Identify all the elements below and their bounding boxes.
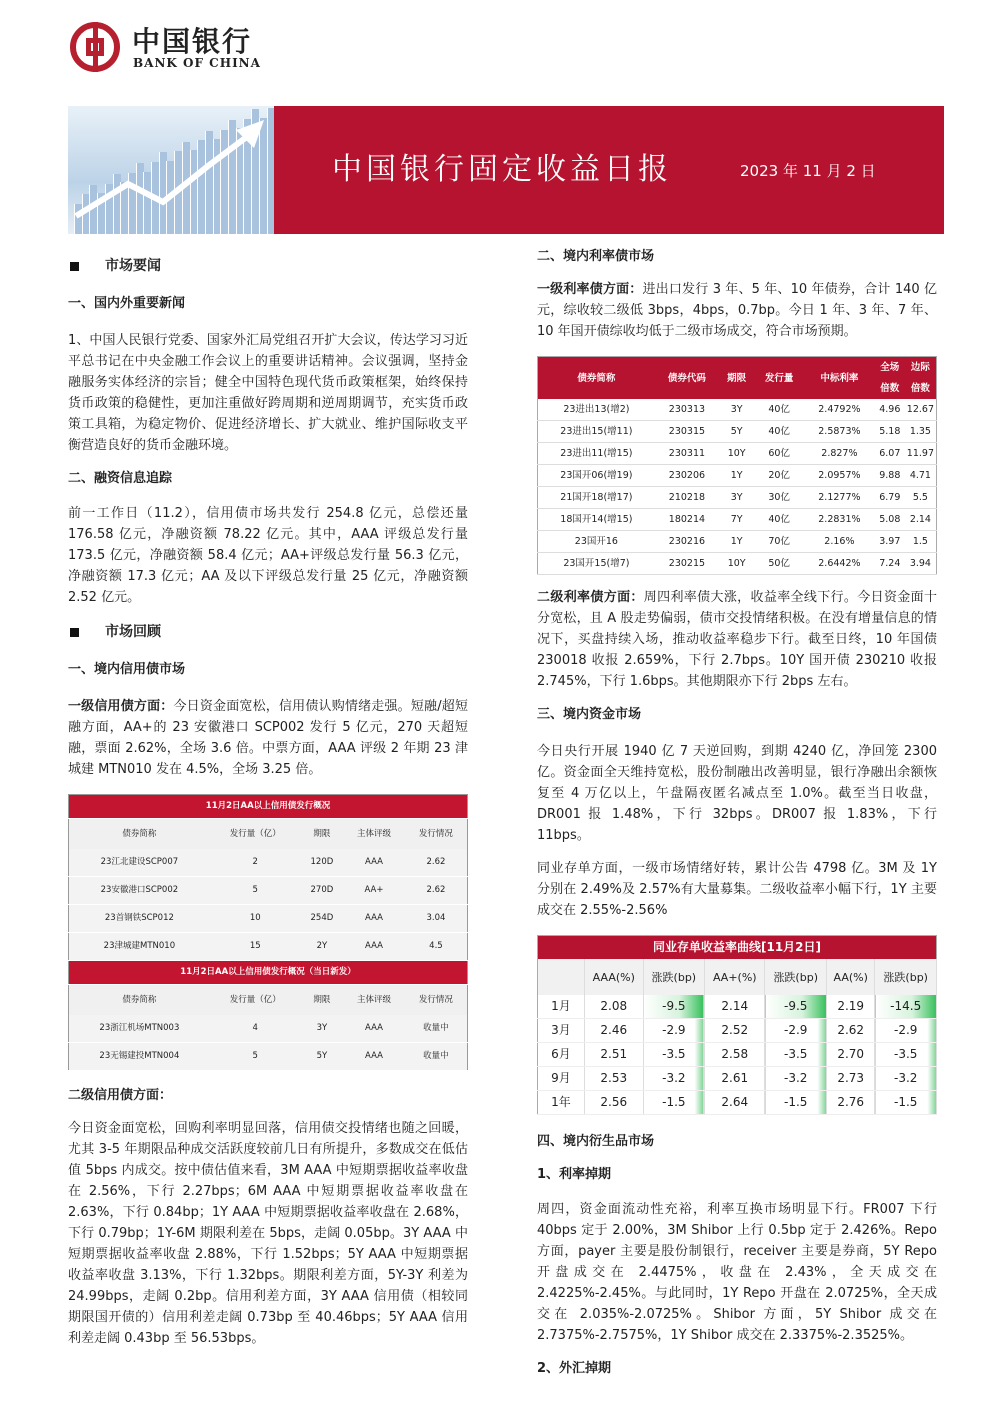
table-cell: 2.58	[705, 1043, 765, 1067]
paragraph-financing: 前一工作日（11.2），信用债市场共发行 254.8 亿元，总偿还量 176.58 亿元，净融资额 78.22 亿元。其中，AAA 评级总发行量 173.5 亿元，净融资额 58.4 亿元；AA+评级总发行量 56.3 亿元，净融资额 17.3 亿元；AA 及以下评级总发行量 25 亿元，净融资额 2.52 亿元。	[68, 506, 468, 605]
table-cell: 6月	[538, 1043, 585, 1067]
table-cell: 2.0957%	[804, 465, 875, 487]
table-cell: 3月	[538, 1019, 585, 1043]
rate-table-row	[538, 399, 937, 421]
table-cell: 30亿	[754, 487, 804, 509]
table-cell: 230216	[655, 531, 719, 553]
table-cell: -3.5	[875, 1043, 937, 1067]
table-cell: 2.62	[827, 1019, 875, 1043]
report-title: 中国银行固定收益日报	[332, 152, 672, 187]
table-cell: 15	[210, 933, 301, 961]
table-cell: 10Y	[719, 553, 754, 575]
table-cell: 11.97	[905, 443, 937, 465]
table-cell: -2.9	[765, 1019, 827, 1043]
table-cell: 6.07	[875, 443, 905, 465]
table-cell: 2.08	[585, 995, 644, 1019]
heading-fx-swap: 2、外汇掉期	[537, 1361, 612, 1376]
table-cell: 210218	[655, 487, 719, 509]
credit-table-header: 债券简称 发行量（亿） 期限 主体评级 发行情况	[69, 819, 468, 850]
square-bullet-icon	[70, 628, 79, 637]
table-cell: 230313	[655, 399, 719, 421]
table-cell: 2Y	[301, 933, 343, 961]
table-cell: -3.2	[765, 1067, 827, 1091]
table-cell: 6.79	[875, 487, 905, 509]
credit-table-title: 11月2日AA以上信用债发行概况	[69, 795, 468, 819]
table-cell: 9.88	[875, 465, 905, 487]
table-cell: 2.70	[827, 1043, 875, 1067]
table-cell: AAA	[343, 905, 405, 933]
table-cell: 23无锡建投MTN004	[69, 1043, 210, 1071]
heading-domestic-news: 一、国内外重要新闻	[68, 296, 186, 311]
paragraph-secondary-credit: 今日资金面宽松，回购利率明显回落，信用债交投情绪也随之回暖，尤其 3-5 年期限品种成交活跃度较前几日有所提升，多数成交在低估值 5bps 内成交。按中债估值来看，3M AAA 中短期票据收益率收盘在 2.56%，下行 2.27bps；6M AAA 中短期票据收益率收盘在 2.63%，下行 0.84bp；1Y AAA 中短期票据收益率收盘在 2.68%，下行 0.79bp；1Y-6M 期限利差在 5bps，走阔 0.05bp。3Y AAA 中短期票据收益率收盘 2.88%，下行 1.52bps；5Y AAA 中短期票据收益率收盘 3.13%，下行 1.32bps。期限利差方面，5Y-3Y 利差为 24.99bps，走阔 0.2bp。信用利差方面，3Y AAA 信用债（相较同期限国开债的）信用利差走阔 0.73bp 至 40.46bps；5Y AAA 信用利差走阔 0.43bp 至 56.53bps。	[68, 1121, 468, 1346]
rate-table-row	[538, 443, 937, 465]
credit-table-row	[69, 905, 468, 933]
table-cell: 12.67	[905, 399, 937, 421]
table-cell: 230206	[655, 465, 719, 487]
table-cell: 4.5	[405, 933, 468, 961]
table-cell: -3.5	[643, 1043, 705, 1067]
table-cell: 2.53	[585, 1067, 644, 1091]
table-cell: 23首钢铁SCP012	[69, 905, 210, 933]
table-cell: 2.46	[585, 1019, 644, 1043]
table-cell: 23浙江机场MTN003	[69, 1015, 210, 1043]
rate-table-row	[538, 531, 937, 553]
table-cell: 10	[210, 905, 301, 933]
table-cell: AAA	[343, 849, 405, 877]
ncd-yield-curve-table	[537, 935, 937, 1115]
table-cell: 120D	[301, 849, 343, 877]
credit-table-row	[69, 933, 468, 961]
table-cell: 2.6442%	[804, 553, 875, 575]
table-cell: 1.5	[905, 531, 937, 553]
table-cell: 5	[210, 877, 301, 905]
table-cell: 230311	[655, 443, 719, 465]
table-cell: AAA	[343, 1015, 405, 1043]
table-cell: AAA	[343, 933, 405, 961]
table-cell: 18国开14(增15)	[538, 509, 655, 531]
logo-en: BANK OF CHINA	[133, 56, 261, 70]
table-cell: 1月	[538, 995, 585, 1019]
table-cell: 5.08	[875, 509, 905, 531]
table-cell: 1.35	[905, 421, 937, 443]
rate-table-row	[538, 465, 937, 487]
heading-derivatives: 四、境内衍生品市场	[537, 1134, 655, 1149]
table-cell: 收量中	[405, 1015, 468, 1043]
table-cell: -3.2	[643, 1067, 705, 1091]
table-cell: 9月	[538, 1067, 585, 1091]
table-cell: 2.73	[827, 1067, 875, 1091]
table-cell: 3.04	[405, 905, 468, 933]
table-cell: -14.5	[875, 995, 937, 1019]
table-cell: 230215	[655, 553, 719, 575]
table-cell: 5Y	[719, 421, 754, 443]
table-cell: 2.61	[705, 1067, 765, 1091]
report-banner	[68, 106, 944, 234]
table-cell: 2.76	[827, 1091, 875, 1115]
table-cell: 50亿	[754, 553, 804, 575]
table-cell: 230315	[655, 421, 719, 443]
table-cell: 23安徽港口SCP002	[69, 877, 210, 905]
table-cell: 5.18	[875, 421, 905, 443]
table-cell: -1.5	[643, 1091, 705, 1115]
table-cell: -2.9	[875, 1019, 937, 1043]
table-cell: 23进出13(增2)	[538, 399, 655, 421]
ncd-table-row	[538, 1019, 937, 1043]
table-cell: 40亿	[754, 509, 804, 531]
table-cell: 60亿	[754, 443, 804, 465]
credit-table-row	[69, 877, 468, 905]
table-cell: 23津城建MTN010	[69, 933, 210, 961]
credit-table-header: 债券简称 发行量（亿） 期限 主体评级 发行情况	[69, 985, 468, 1016]
table-cell: 10Y	[719, 443, 754, 465]
table-cell: 3Y	[719, 487, 754, 509]
credit-table-row	[69, 849, 468, 877]
table-cell: 4.96	[875, 399, 905, 421]
credit-issuance-table	[68, 794, 468, 1071]
table-cell: 1Y	[719, 465, 754, 487]
table-cell: 4.71	[905, 465, 937, 487]
table-cell: 1Y	[719, 531, 754, 553]
rate-table-row	[538, 509, 937, 531]
table-cell: -1.5	[875, 1091, 937, 1115]
section-heading-market-news: 市场要闻	[68, 256, 468, 277]
credit-table-row	[69, 1015, 468, 1043]
paragraph-rate-swap: 周四，资金面流动性充裕，利率互换市场明显下行。FR007 下行 40bps 定于 2.00%，3M Shibor 上行 0.5bp 定于 2.426%。Repo 方面，payer 主要是股份制银行，receiver 主要是券商，5Y Repo 开盘成交在 2.4475%，收盘在 2.43%，全天成交在 2.4225%-2.45%。与此同时，1Y Repo 开盘在 2.0725%，全天成交在 2.035%-2.0725%。Shibor 方面，5Y Shibor 成交在 2.7375%-2.7575%，1Y Shibor 成交在 2.3375%-2.3525%。	[537, 1202, 937, 1343]
rising-chart-banner-image	[68, 106, 274, 234]
table-cell: 7Y	[719, 509, 754, 531]
ncd-table-row	[538, 1067, 937, 1091]
table-cell: 40亿	[754, 421, 804, 443]
table-cell: 2.14	[905, 509, 937, 531]
bank-of-china-emblem-icon	[70, 22, 120, 72]
table-cell: 2.62	[405, 877, 468, 905]
ncd-table-title: 同业存单收益率曲线[11月2日]	[538, 936, 937, 960]
table-cell: -9.5	[643, 995, 705, 1019]
table-cell: 2.51	[585, 1043, 644, 1067]
table-cell: -3.5	[765, 1043, 827, 1067]
paragraph-secondary-rate: 二级利率债方面：周四利率债大涨，收益率全线下行。今日资金面十分宽松，且 A 股走势偏弱，债市交投情绪积极。在没有增量信息的情况下，买盘持续入场，推动收益率稳步下行。截至日终，10 年国债 230018 收报 2.659%，下行 2.7bps。10Y 国开债 230210 收报 2.745%，下行 1.6bps。其他期限亦下行 2bps 左右。	[537, 590, 937, 689]
bank-logo	[70, 20, 270, 76]
ncd-table-row	[538, 1091, 937, 1115]
table-cell: 70亿	[754, 531, 804, 553]
right-column	[537, 248, 937, 1379]
table-cell: 2.4792%	[804, 399, 875, 421]
section-heading-review: 市场回顾	[68, 622, 468, 643]
table-cell: 收量中	[405, 1043, 468, 1071]
table-cell: 2.52	[705, 1019, 765, 1043]
ncd-table-row	[538, 1043, 937, 1067]
table-cell: 23国开06(增19)	[538, 465, 655, 487]
table-cell: 3.94	[905, 553, 937, 575]
table-cell: 180214	[655, 509, 719, 531]
heading-rate-market: 二、境内利率债市场	[537, 249, 655, 264]
heading-secondary-credit: 二级信用债方面：	[68, 1088, 173, 1103]
table-cell: 3Y	[301, 1015, 343, 1043]
table-cell: 2.16%	[804, 531, 875, 553]
trend-arrow-icon	[68, 106, 274, 234]
heading-rate-swap: 1、利率掉期	[537, 1167, 612, 1182]
table-cell: 2.2831%	[804, 509, 875, 531]
report-date: 2023 年 11 月 2 日	[740, 162, 876, 180]
ncd-table-header: AAA(%) 涨跌(bp) AA+(%) 涨跌(bp) AA(%) 涨跌(bp)	[538, 959, 937, 995]
table-cell: 3.97	[875, 531, 905, 553]
table-cell: 4	[210, 1015, 301, 1043]
table-cell: 2.56	[585, 1091, 644, 1115]
table-cell: AAA	[343, 1043, 405, 1071]
table-cell: 254D	[301, 905, 343, 933]
rate-table-row	[538, 421, 937, 443]
table-cell: 5Y	[301, 1043, 343, 1071]
table-cell: 5.5	[905, 487, 937, 509]
table-cell: 2.5873%	[804, 421, 875, 443]
paragraph-primary-credit: 一级信用债方面：今日资金面宽松，信用债认购情绪走强。短融/超短融方面，AA+的 23 安徽港口 SCP002 发行 5 亿元，270 天超短融，票面 2.62%，全场 3.6 倍。中票方面，AAA 评级 2 年期 23 津城建 MTN010 发在 4.5%，全场 3.25 倍。	[68, 699, 468, 777]
table-cell: 2	[210, 849, 301, 877]
table-cell: 2.827%	[804, 443, 875, 465]
table-cell: AA+	[343, 877, 405, 905]
table-cell: 23进出15(增11)	[538, 421, 655, 443]
table-cell: 270D	[301, 877, 343, 905]
table-cell: 2.64	[705, 1091, 765, 1115]
table-cell: -1.5	[765, 1091, 827, 1115]
left-column	[68, 248, 468, 1349]
table-cell: 3Y	[719, 399, 754, 421]
table-cell: 23国开15(增7)	[538, 553, 655, 575]
credit-table-row	[69, 1043, 468, 1071]
table-cell: 20亿	[754, 465, 804, 487]
table-cell: 23进出11(增15)	[538, 443, 655, 465]
table-cell: 23国开16	[538, 531, 655, 553]
table-cell: 2.1277%	[804, 487, 875, 509]
table-cell: 7.24	[875, 553, 905, 575]
paragraph-news: 1、中国人民银行党委、国家外汇局党组召开扩大会议，传达学习习近平总书记在中央金融工作会议上的重要讲话精神。会议强调，坚持金融服务实体经济的宗旨；健全中国特色现代货币政策框架，始终保持货币政策的稳健性，更加注重做好跨周期和逆周期调节，充实货币政策工具箱，为稳定物价、促进经济增长、扩大就业、维护国际收支平衡营造良好的货币金融环境。	[68, 333, 468, 453]
rate-issuance-table	[537, 356, 937, 575]
rate-table-header: 债券简称 债券代码 期限 发行量 中标利率 全场倍数 边际倍数	[538, 357, 937, 400]
table-cell: 1年	[538, 1091, 585, 1115]
paragraph-ncd: 同业存单方面，一级市场情绪好转，累计公告 4798 亿。3M 及 1Y 分别在 2.49%及 2.57%有大量募集。二级收益率小幅下行，1Y 主要成交在 2.55%-2.56%	[537, 861, 937, 918]
logo-cn: 中国银行	[132, 25, 253, 58]
table-cell: 40亿	[754, 399, 804, 421]
square-bullet-icon	[70, 262, 79, 271]
table-cell: 2.62	[405, 849, 468, 877]
table-cell: 5	[210, 1043, 301, 1071]
heading-credit-market: 一、境内信用债市场	[68, 662, 186, 677]
table-cell: -2.9	[643, 1019, 705, 1043]
table-cell: 23江北建设SCP007	[69, 849, 210, 877]
table-cell: 21国开18(增17)	[538, 487, 655, 509]
table-cell: -9.5	[765, 995, 827, 1019]
rate-table-row	[538, 553, 937, 575]
rate-table-row	[538, 487, 937, 509]
paragraph-primary-rate: 一级利率债方面：进出口发行 3 年、5 年、10 年债券，合计 140 亿元，综收较二级低 3bps，4bps，0.7bp。今日 1 年、3 年、7 年、10 年国开债综收均低于二级市场成交，符合市场预期。	[537, 282, 937, 339]
credit-table-title-new: 11月2日AA以上信用债发行概况（当日新发）	[69, 961, 468, 985]
table-cell: 2.19	[827, 995, 875, 1019]
heading-funding-market: 三、境内资金市场	[537, 707, 642, 722]
heading-financing: 二、融资信息追踪	[68, 471, 173, 486]
table-cell: -3.2	[875, 1067, 937, 1091]
table-cell: 2.14	[705, 995, 765, 1019]
paragraph-funding: 今日央行开展 1940 亿 7 天逆回购，到期 4240 亿，净回笼 2300 亿。资金面全天维持宽松，股份制融出改善明显，银行净融出余额恢复至 4 万亿以上，午盘隔夜匿名减点至 1.0%。截至当日收盘，DR001 报 1.48%，下行 32bps。DR007 报 1.83%，下行 11bps。	[537, 744, 937, 843]
ncd-table-row	[538, 995, 937, 1019]
